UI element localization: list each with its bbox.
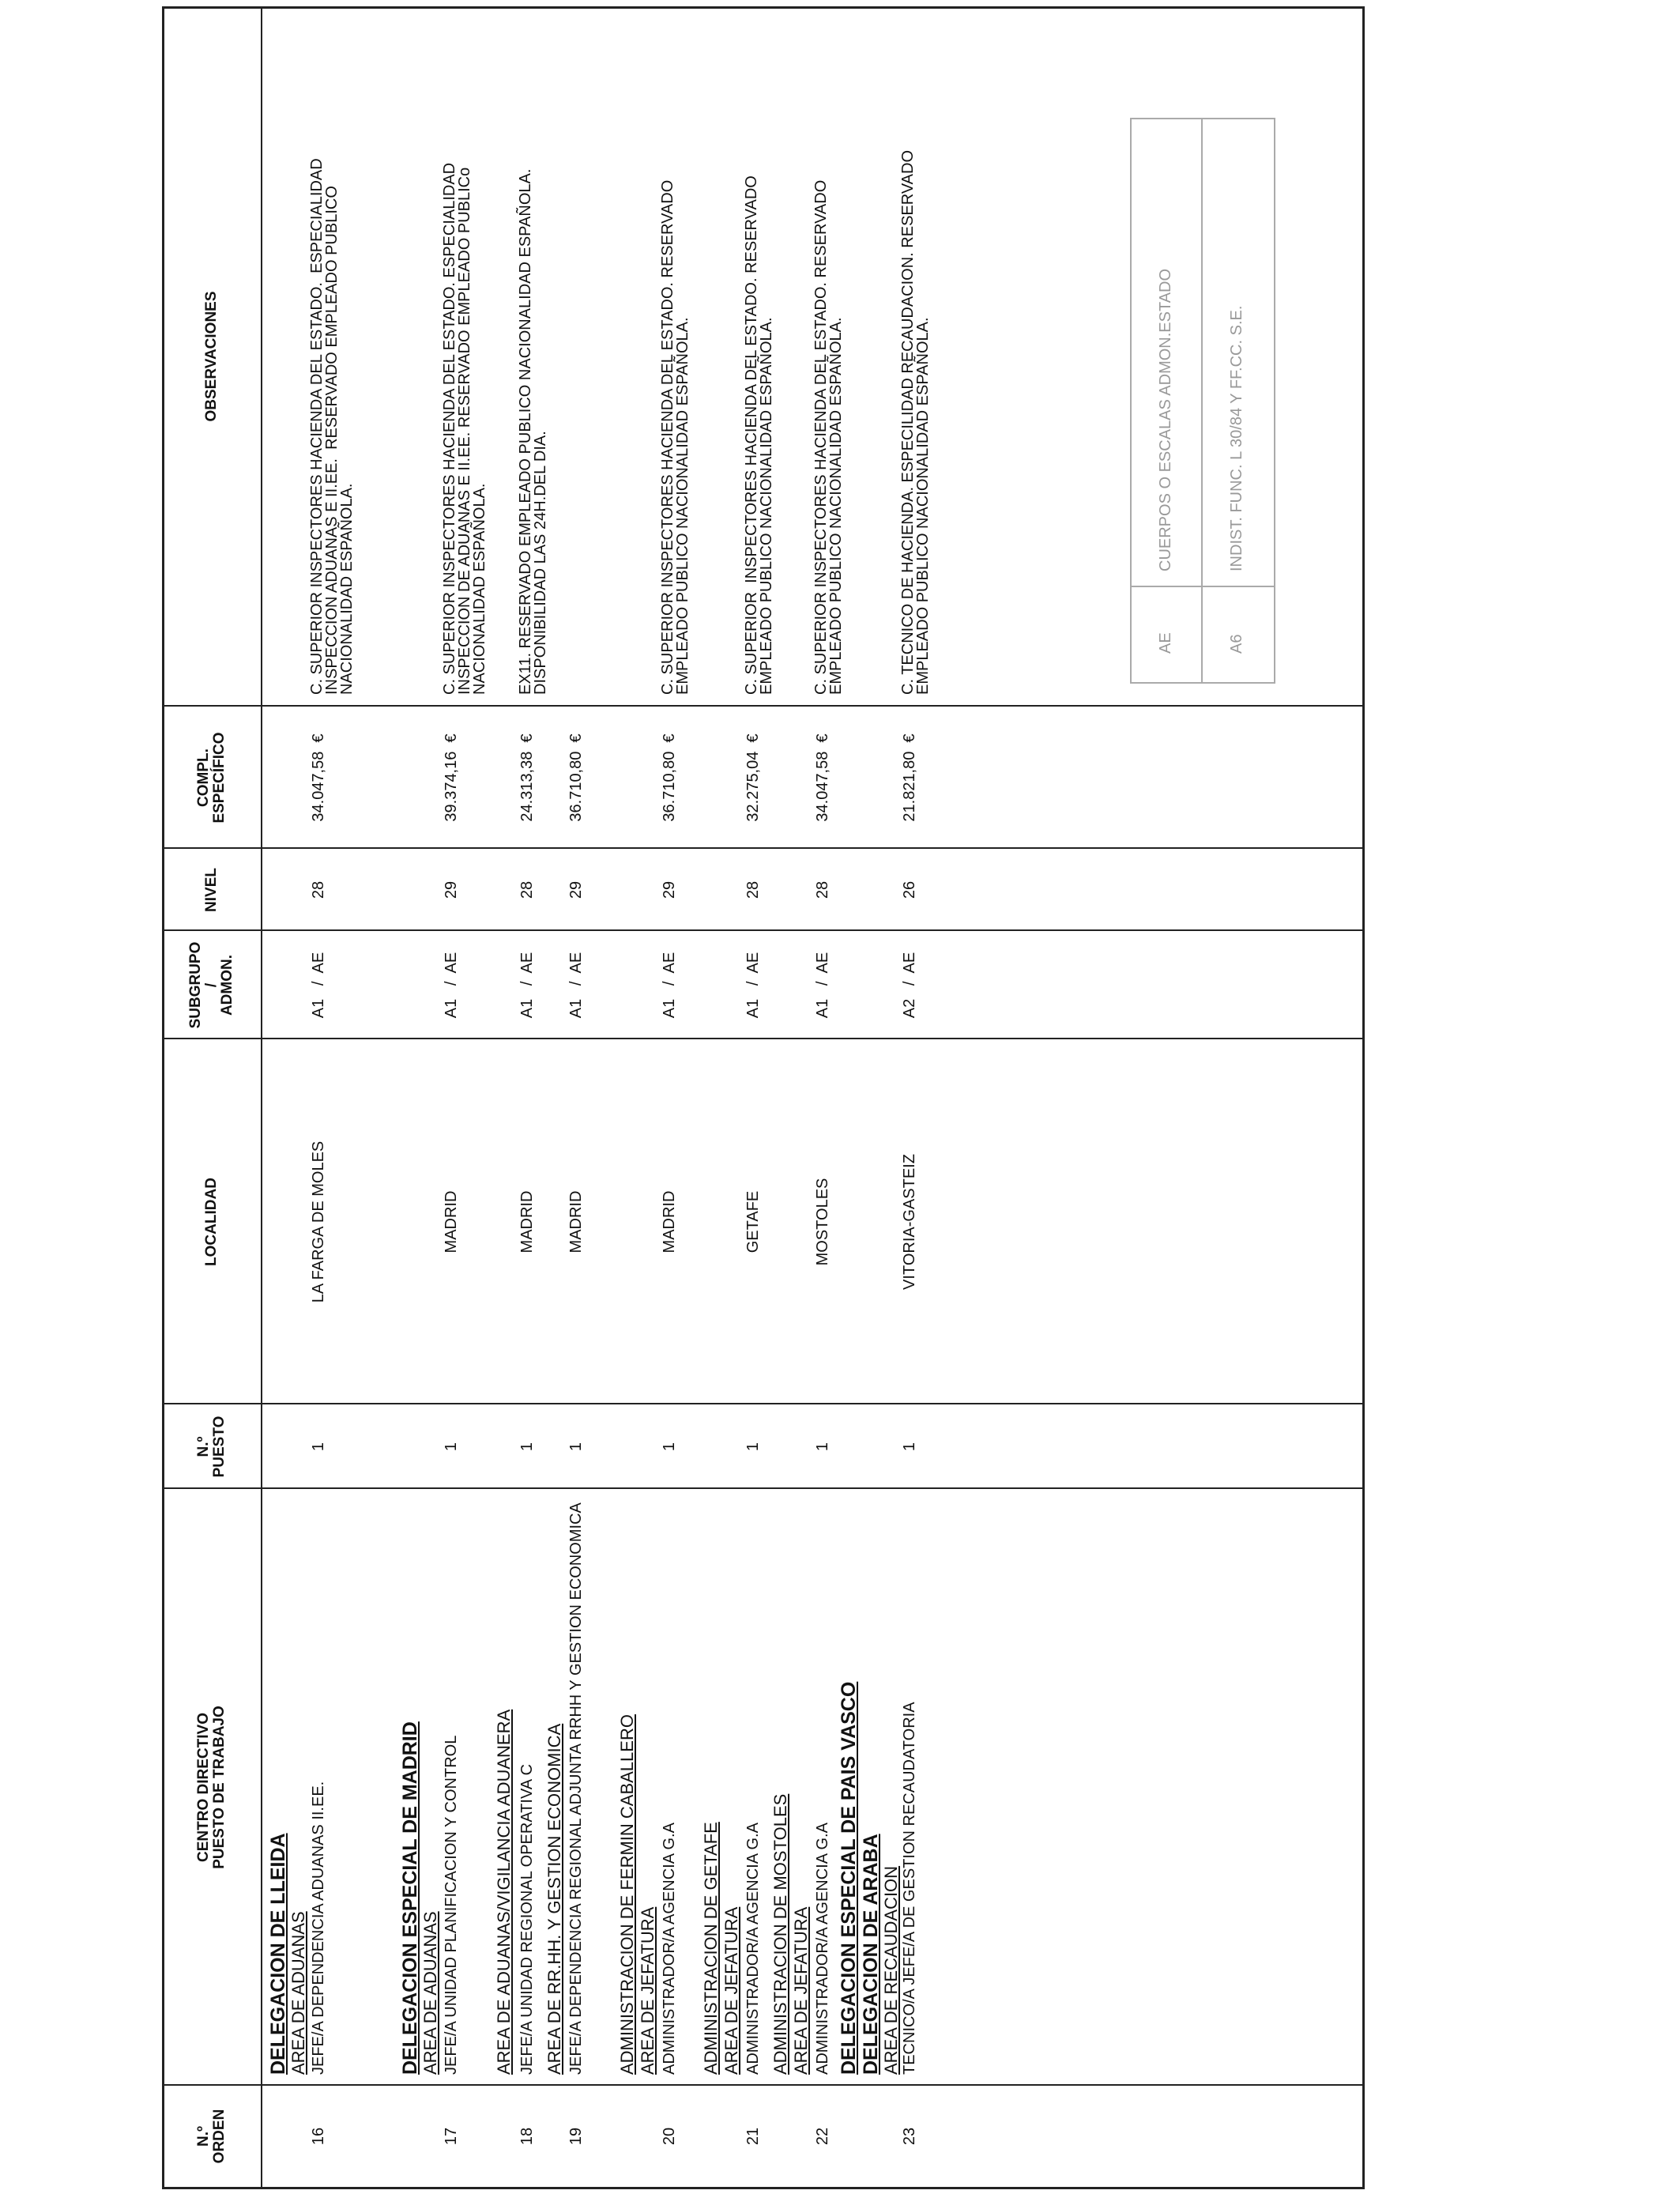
row-orden: 22 (814, 2127, 831, 2146)
section-subheading: AREA DE ADUANAS/VIGILANCIA ADUANERA (494, 1709, 514, 2075)
row-observaciones: C. TECNICO DE HACIENDA. ESPECILIDAD RECAUDACION. RESERVADO EMPLEADO PUBLICO NACIONALIDAD ESPAÑOLA. (899, 149, 932, 695)
col-divider (164, 2084, 1362, 2086)
col-divider (164, 929, 1362, 931)
col-divider (164, 705, 1362, 707)
legend-text: CUERPOS O ESCALAS ADMON.ESTADO (1157, 268, 1174, 571)
row-complemento: 34.047,58 € (814, 733, 831, 822)
row-orden: 19 (567, 2127, 585, 2146)
row-subgrupo: A2 / AE (901, 952, 918, 1019)
row-orden: 18 (518, 2127, 536, 2146)
col-divider (164, 847, 1362, 849)
row-puesto-trabajo: ADMINISTRADOR/A AGENCIA G.A (814, 1823, 831, 2075)
legend-code: AE (1157, 632, 1174, 654)
row-complemento: 21.821,80 € (901, 733, 918, 822)
row-complemento: 32.275,04 € (744, 733, 762, 822)
row-nivel: 29 (443, 880, 460, 899)
section-heading: DELEGACION DE LLEIDA (267, 1833, 289, 2075)
row-puesto-trabajo: JEFE/A UNIDAD REGIONAL OPERATIVA C (518, 1763, 536, 2075)
legend-divider (1132, 586, 1274, 587)
row-puesto-trabajo: JEFE/A UNIDAD PLANIFICACION Y CONTROL (443, 1735, 460, 2075)
row-orden: 20 (661, 2127, 678, 2146)
row-nivel: 28 (310, 880, 327, 899)
row-nivel: 28 (518, 880, 536, 899)
row-subgrupo: A1 / AE (518, 952, 536, 1019)
rotated-page (162, 6, 1365, 2189)
row-localidad: MADRID (567, 1190, 585, 1253)
row-puesto-trabajo: ADMINISTRADOR/A AGENCIA G.A (744, 1823, 762, 2075)
section-subheading: AREA DE JEFATURA (791, 1906, 811, 2075)
row-orden: 21 (744, 2127, 762, 2146)
row-subgrupo: A1 / AE (744, 952, 762, 1019)
row-n-puesto: 1 (661, 1442, 678, 1452)
row-localidad: GETAFE (744, 1190, 762, 1253)
legend-code: A6 (1228, 634, 1245, 654)
row-localidad: VITORIA-GASTEIZ (901, 1154, 918, 1290)
row-puesto-trabajo: JEFE/A DEPENDENCIA REGIONAL ADJUNTA RRHH Y GESTION ECONOMICA (567, 1502, 585, 2075)
header-orden: N.º ORDEN (195, 2109, 228, 2164)
header-puesto: N.º PUESTO (195, 1416, 228, 1478)
row-n-puesto: 1 (518, 1442, 536, 1452)
row-subgrupo: A1 / AE (443, 952, 460, 1019)
row-observaciones: C. SUPERIOR INSPECTORES HACIENDA DEL ESTADO. RESERVADO EMPLEADO PUBLICO NACIONALIDAD ESPAÑOLA. (743, 175, 775, 695)
row-n-puesto: 1 (443, 1442, 460, 1452)
row-complemento: 36.710,80 € (567, 733, 585, 822)
header-complemento: COMPL. ESPECÍFICO (195, 732, 228, 824)
header-centro: CENTRO DIRECTIVO PUESTO DE TRABAJO (195, 1706, 228, 1869)
header-nivel: NIVEL (203, 868, 220, 912)
section-heading: ADMINISTRACION DE GETAFE (701, 1822, 721, 2075)
row-nivel: 26 (901, 880, 918, 899)
row-subgrupo: A1 / AE (661, 952, 678, 1019)
header-localidad: LOCALIDAD (203, 1178, 220, 1266)
col-divider (164, 1403, 1362, 1404)
row-complemento: 34.047,58 € (310, 733, 327, 822)
row-nivel: 28 (744, 880, 762, 899)
row-observaciones: EX11. RESERVADO EMPLEADO PUBLICO NACIONALIDAD ESPAÑOLA. DISPONIBILIDAD LAS 24H.DEL DIA. (517, 168, 549, 695)
section-subheading: AREA DE RECAUDACION (881, 1865, 901, 2075)
legend-text: INDIST. FUNC. L 30/84 Y FF.CC. S.E. (1228, 305, 1245, 571)
row-observaciones: C. SUPERIOR INSPECTORES HACIENDA DEL ESTADO. ESPECIALIDAD INSPECCION DE ADUANAS E II.EE. RESERVADO EMPLEADO PUBLICo NACIONALIDAD ESPAÑOLA. (441, 162, 488, 695)
row-localidad: LA FARGA DE MOLES (310, 1140, 327, 1303)
section-subheading: AREA DE JEFATURA (638, 1906, 657, 2075)
section-heading: DELEGACION DE ARABA (860, 1834, 882, 2075)
row-orden: 17 (443, 2127, 460, 2146)
row-complemento: 39.374,16 € (443, 733, 460, 822)
row-localidad: MADRID (443, 1190, 460, 1253)
row-observaciones: C. SUPERIOR INSPECTORES HACIENDA DEL ESTADO. RESERVADO EMPLEADO PUBLICO NACIONALIDAD ESPAÑOLA. (812, 179, 845, 695)
row-n-puesto: 1 (901, 1442, 918, 1452)
row-subgrupo: A1 / AE (814, 952, 831, 1019)
legend-box (1130, 118, 1275, 684)
col-divider (164, 1487, 1362, 1489)
row-subgrupo: A1 / AE (567, 952, 585, 1019)
legend-divider (1201, 119, 1203, 682)
row-puesto-trabajo: JEFE/A DEPENDENCIA ADUANAS II.EE. (310, 1781, 327, 2075)
row-orden: 16 (310, 2127, 327, 2146)
row-complemento: 36.710,80 € (661, 733, 678, 822)
row-nivel: 29 (567, 880, 585, 899)
header-subgrupo: SUBGRUPO / ADMON. (187, 941, 235, 1029)
row-nivel: 29 (661, 880, 678, 899)
col-divider (164, 1038, 1362, 1039)
header-divider (261, 9, 262, 2187)
row-n-puesto: 1 (814, 1442, 831, 1452)
section-subheading: AREA DE ADUANAS (420, 1911, 440, 2075)
header-observaciones: OBSERVACIONES (203, 291, 220, 422)
positions-table (162, 6, 1365, 2189)
row-subgrupo: A1 / AE (310, 952, 327, 1019)
section-heading: DELEGACION ESPECIAL DE PAIS VASCO (838, 1681, 860, 2075)
row-complemento: 24.313,38 € (518, 733, 536, 822)
row-orden: 23 (901, 2127, 918, 2146)
row-nivel: 28 (814, 880, 831, 899)
section-heading: ADMINISTRACION DE FERMIN CABALLERO (617, 1714, 637, 2075)
section-subheading: AREA DE JEFATURA (721, 1906, 741, 2075)
row-observaciones: C. SUPERIOR INSPECTORES HACIENDA DEL ESTADO. ESPECIALIDAD INSPECCION ADUANAS E II.EE. RESERVADO EMPLEADO PUBLICO NACIONALIDAD ESPAÑOLA. (308, 158, 356, 695)
row-n-puesto: 1 (310, 1442, 327, 1452)
row-n-puesto: 1 (744, 1442, 762, 1452)
row-localidad: MADRID (518, 1190, 536, 1253)
row-localidad: MADRID (661, 1190, 678, 1253)
section-subheading: AREA DE ADUANAS (288, 1911, 308, 2075)
section-heading: ADMINISTRACION DE MOSTOLES (770, 1793, 790, 2075)
row-puesto-trabajo: TECNICO/A JEFE/A DE GESTION RECAUDATORIA (901, 1702, 918, 2075)
section-subheading: AREA DE RR.HH. Y GESTION ECONOMICA (544, 1723, 564, 2075)
section-heading: DELEGACION ESPECIAL DE MADRID (399, 1721, 421, 2075)
row-localidad: MOSTOLES (814, 1178, 831, 1266)
row-observaciones: C. SUPERIOR INSPECTORES HACIENDA DEL ESTADO. RESERVADO EMPLEADO PUBLICO NACIONALIDAD ESPAÑOLA. (659, 179, 691, 695)
row-puesto-trabajo: ADMINISTRADOR/A AGENCIA G.A (661, 1823, 678, 2075)
row-n-puesto: 1 (567, 1442, 585, 1452)
